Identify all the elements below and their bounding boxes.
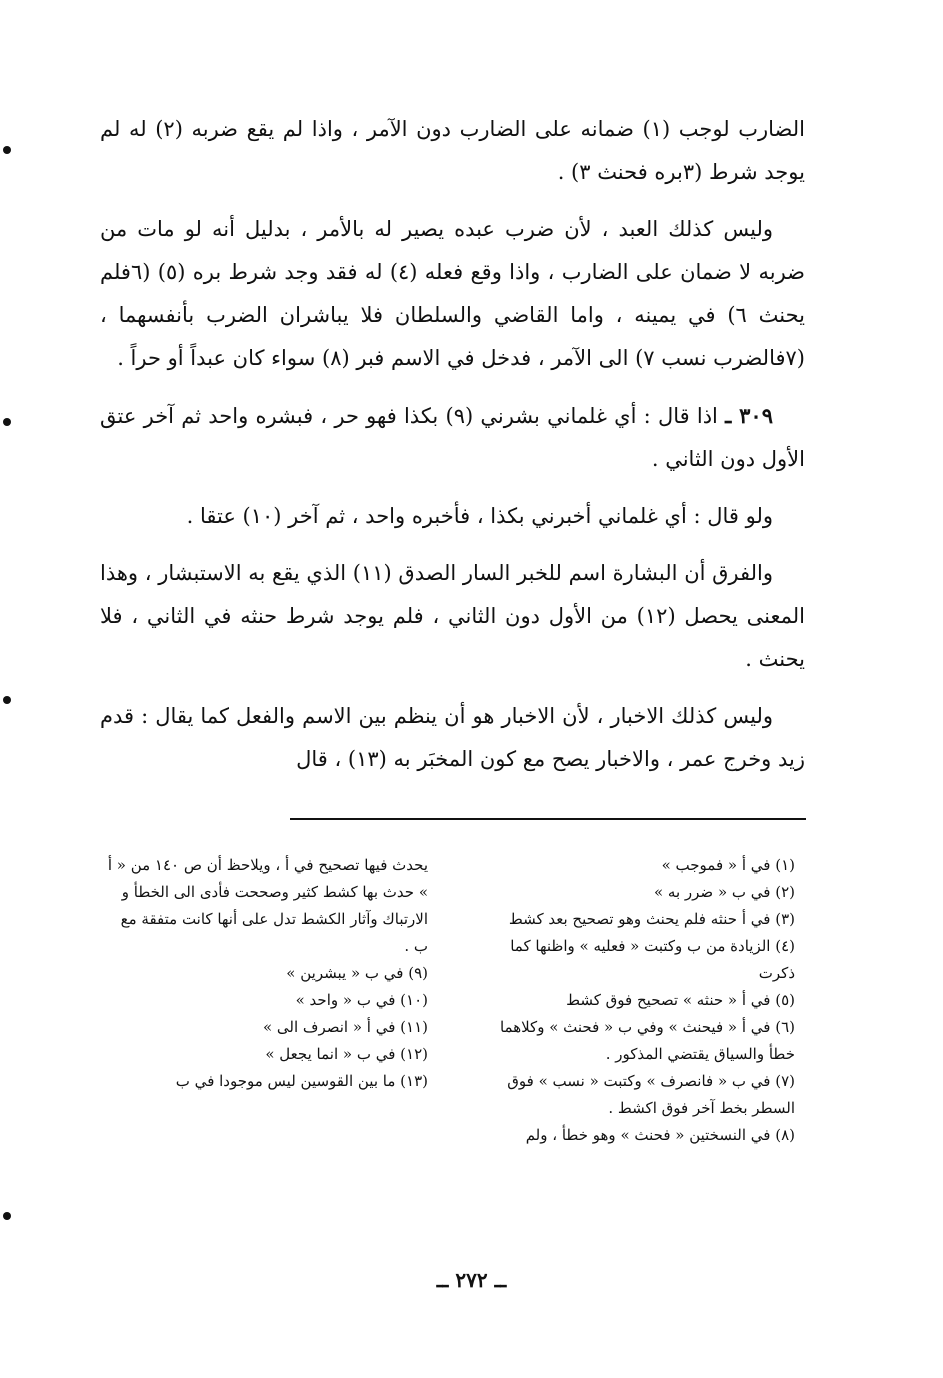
footnote-divider <box>290 818 806 820</box>
footnote: (١٣) ما بين القوسين ليس موجودا في ب <box>175 1072 428 1090</box>
footnote: (١٢) في ب « انما يجعل » <box>265 1045 428 1063</box>
footnote: (٨) في النسختين « فحنث » وهو خطأ ، ولم <box>525 1126 795 1144</box>
footnote: يحدث فيها تصحيح في أ ، ويلاحظ أن ص ١٤٠ من « أ » حدث بها كشط كثير وصححت فأدى الى الخطأ و الارتباك وآثار الكشط تدل على أنها كانت متفقة مع ب . <box>107 856 428 955</box>
footnotes-right-column <box>472 852 795 1149</box>
paragraph-6: وليس كذلك الاخبار ، لأن الاخبار هو أن ينظم بين الاسم والفعل كما يقال : قدم زيد وخرج عمر ، والاخبار يصح مع كون المخبَر به (١٣) ، قال <box>100 704 805 771</box>
section-number: ٣٠٩ ـ <box>725 403 773 428</box>
footnote: (٧) في ب « فانصرف » وكتبت « نسب » فوق السطر بخط آخر فوق اكشط . <box>507 1072 795 1117</box>
footnote: (١١) في أ « انصرف الى » <box>262 1018 428 1036</box>
scan-mark <box>3 696 11 704</box>
paragraph-3 <box>100 394 805 481</box>
footnote: (٣) في أ حنثه فلم يحنث وهو تصحيح بعد كشط <box>508 910 795 928</box>
footnote: (٦) في أ « فيحنث » وفي ب « فحنث » وكلاهما خطأ والسياق يقتضي المذكور . <box>499 1018 795 1063</box>
footnotes-left-column <box>105 852 428 1149</box>
scan-mark <box>3 146 11 154</box>
footnotes <box>105 852 795 1149</box>
scan-mark <box>3 1212 11 1220</box>
scan-mark <box>3 418 11 426</box>
paragraph-3-text: اذا قال : أي غلماني بشرني (٩) بكذا فهو حر ، فبشره واحد ثم آخر عتق الأول دون الثاني . <box>100 404 805 471</box>
main-text <box>100 108 805 795</box>
paragraph-2: وليس كذلك العبد ، لأن ضرب عبده يصير له بالأمر ، بدليل أنه لو مات من ضربه لا ضمان على الضارب ، واذا وقع فعله (٤) له فقد وجد شرط بره (٥) (٦فلم يحنث ٦) في يمينه ، واما القاضي والسلطان فلا يباشران الضرب بأنفسهما ، (٧فالضرب نسب ٧) الى الآمر ، فدخل في الاسم فبر (٨) سواء كان عبداً أو حراً . <box>100 217 805 370</box>
footnote: (٩) في ب « يبشرين » <box>286 964 428 982</box>
footnote: (٢) في ب « ضرر به » <box>653 883 795 901</box>
page-number: ــ ٢٧٢ ــ <box>436 1268 507 1292</box>
footnote: (١٠) في ب « واحد » <box>295 991 428 1009</box>
paragraph-1: الضارب لوجب (١) ضمانه على الضارب دون الآمر ، واذا لم يقع ضربه (٢) له لم يوجد شرط (٣بره فحنث ٣) . <box>100 117 805 184</box>
footnote: (٥) في أ « حنثه » تصحيح فوق كشط <box>566 991 795 1009</box>
paragraph-5: والفرق أن البشارة اسم للخبر السار الصدق (١١) الذي يقع به الاستبشار ، وهذا المعنى يحصل (١٢) من الأول دون الثاني ، فلم يوجد شرط حنثه في الثاني ، فلا يحنث . <box>100 561 806 671</box>
paragraph-4: ولو قال : أي غلماني أخبرني بكذا ، فأخبره واحد ، ثم آخر (١٠) عتقا . <box>186 504 773 528</box>
footnote: (١) في أ « فموجب » <box>661 856 795 874</box>
footnote: (٤) الزيادة من ب وكتبت « فعليه » واظنها كما ذكرت <box>510 937 795 982</box>
